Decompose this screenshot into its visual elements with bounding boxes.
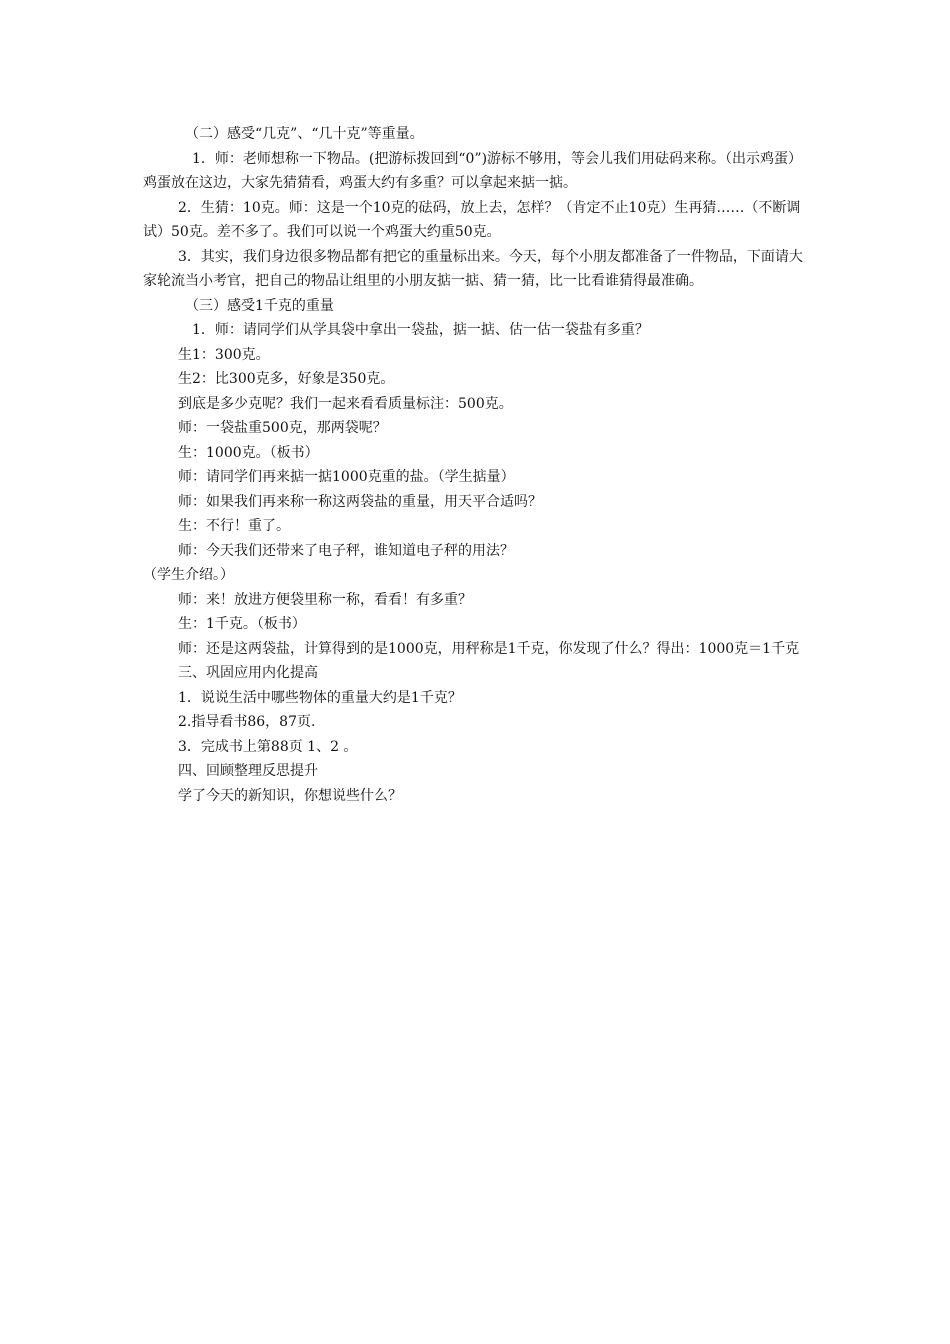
closing-line: 学了今天的新知识，你想说些什么？: [178, 787, 402, 804]
dialog-line: 师：请同学们再来掂一掂1000克重的盐。（学生掂量）: [178, 469, 515, 485]
dialog-line: 师：如果我们再来称一称这两袋盐的重量，用天平合适吗？: [178, 493, 542, 510]
dialog-line: （学生介绍。）: [143, 567, 234, 583]
paragraph-examiner: 3．其实，我们身边很多物品都有把它的重量标出来。今天，每个小朋友都准备了一件物品，下面请大家轮流当小考官，把自己的物品让组里的小朋友掂一掂、猜一猜，比一比看谁猜得最准确。: [143, 248, 803, 289]
dialog-line: 师：一袋盐重500克，那两袋呢？: [178, 420, 387, 436]
document-body: [143, 122, 811, 808]
section-heading-3: （三）感受1千克的重量: [185, 297, 334, 314]
list-item: 2.指导看书86，87页.: [178, 714, 316, 730]
section-heading-2: （二）感受“几克”、“几十克”等重量。: [185, 126, 424, 142]
dialog-line: 师：还是这两袋盐，计算得到的是1000克，用秤称是1千克，你发现了什么？得出：1000克＝1千克: [178, 640, 800, 657]
dialog-line: 生2：比300克多，好象是350克。: [178, 371, 395, 387]
paragraph-salt: 1．师：请同学们从学具袋中拿出一袋盐，掂一掂、估一估一袋盐有多重？: [192, 322, 649, 338]
dialog-line: 生：1千克。（板书）: [178, 616, 306, 632]
dialog-line: 生：1000克。（板书）: [178, 444, 319, 461]
dialog-line: 到底是多少克呢？我们一起来看看质量标注：500克。: [178, 395, 513, 412]
dialog-line: 生1：300克。: [178, 346, 270, 363]
list-item: 1．说说生活中哪些物体的重量大约是1千克？: [178, 689, 462, 706]
dialog-line: 生：不行！重了。: [178, 518, 290, 534]
section-heading-review: 四、回顾整理反思提升: [178, 763, 318, 779]
paragraph-teacher-egg: 1．师：老师想称一下物品。(把游标拨回到“0”)游标不够用，等会儿我们用砝码来称。（出示鸡蛋）鸡蛋放在这边，大家先猜猜看，鸡蛋大约有多重？可以拿起来掂一掂。: [143, 150, 803, 191]
paragraph-guess: 2．生猜：10克。师：这是一个10克的砝码，放上去，怎样？（肯定不止10克）生再猜……（不断调试）50克。差不多了。我们可以说一个鸡蛋大约重50克。: [143, 199, 801, 240]
section-heading-consolidate: 三、巩固应用内化提高: [178, 665, 318, 681]
dialog-line: 师：今天我们还带来了电子秤，谁知道电子秤的用法？: [178, 542, 514, 559]
dialog-line: 师：来！放进方便袋里称一称，看看！有多重？: [178, 591, 472, 608]
list-item: 3．完成书上第88页 1、2 。: [178, 738, 358, 755]
